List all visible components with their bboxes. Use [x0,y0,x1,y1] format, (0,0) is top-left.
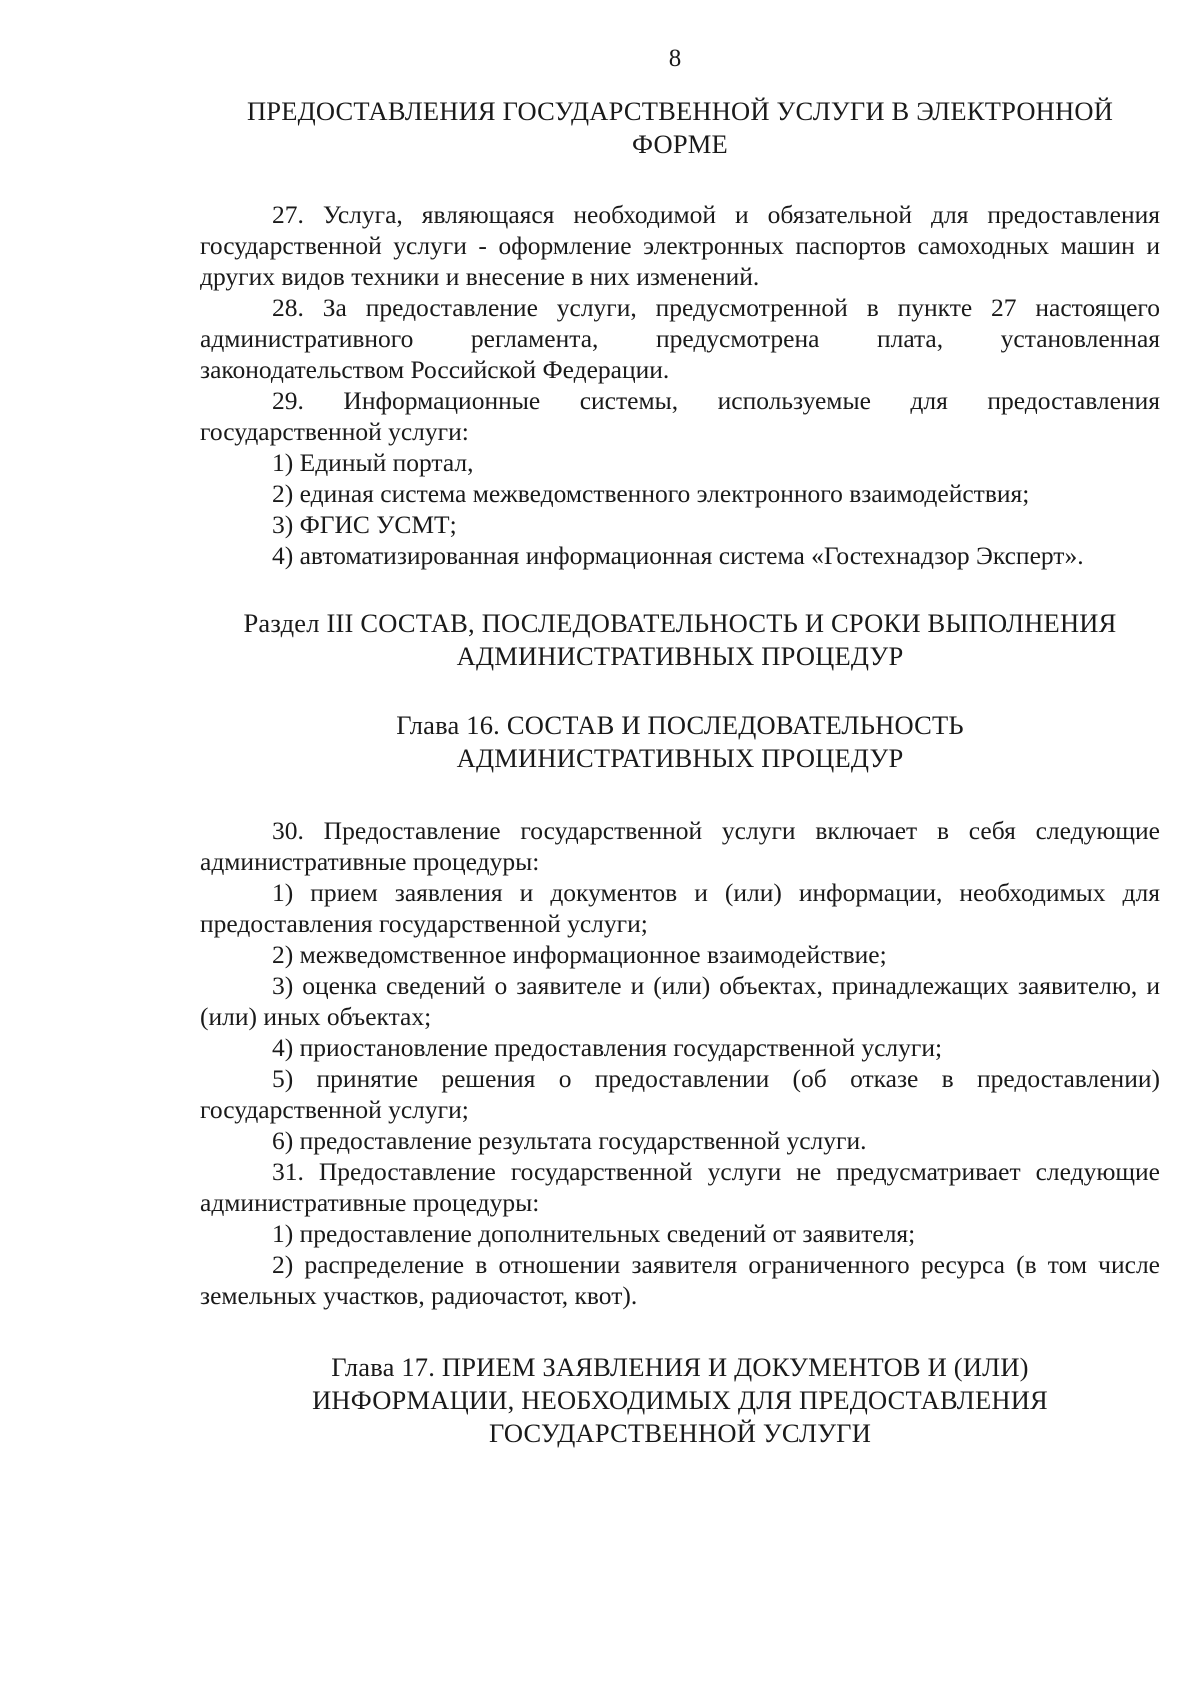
paragraph-30: 30. Предоставление государственной услуги включает в себя следующие административные процедуры: [200,816,1160,876]
list-item: 3) оценка сведений о заявителе и (или) объектах, принадлежащих заявителю, и (или) иных объектах; [200,971,1160,1031]
list-item: 1) Единый портал, [272,448,474,477]
paragraph-27: 27. Услуга, являющаяся необходимой и обязательной для предоставления государственной услуги - оформление электронных паспортов самоходных машин и других видов техники и внесение в них изменений. [200,200,1160,291]
paragraph-31: 31. Предоставление государственной услуги не предусматривает следующие административные процедуры: [200,1157,1160,1217]
heading-chapter-16 [200,709,1160,775]
heading-line: Глава 16. СОСТАВ И ПОСЛЕДОВАТЕЛЬНОСТЬ [396,710,964,740]
list-item: 5) принятие решения о предоставлении (об отказе в предоставлении) государственной услуги; [200,1064,1160,1124]
paragraph-29: 29. Информационные системы, используемые для предоставления государственной услуги: [200,386,1160,446]
list-item: 4) автоматизированная информационная система «Гостехнадзор Эксперт». [272,541,1084,570]
list-item: 2) межведомственное информационное взаимодействие; [272,940,887,969]
heading-line: ФОРМЕ [632,129,728,159]
heading-line: АДМИНИСТРАТИВНЫХ ПРОЦЕДУР [456,743,904,773]
heading-line: Глава 17. ПРИЕМ ЗАЯВЛЕНИЯ И ДОКУМЕНТОВ И (ИЛИ) [331,1352,1029,1382]
page-number: 8 [668,45,682,72]
list-item: 6) предоставление результата государственной услуги. [272,1126,867,1155]
heading-line: ИНФОРМАЦИИ, НЕОБХОДИМЫХ ДЛЯ ПРЕДОСТАВЛЕНИЯ [312,1385,1048,1415]
heading-chapter-17 [200,1351,1160,1450]
paragraph-28: 28. За предоставление услуги, предусмотренной в пункте 27 настоящего административного регламента, предусмотрена плата, установленная законодательством Российской Федерации. [200,293,1160,384]
heading-line: ГОСУДАРСТВЕННОЙ УСЛУГИ [488,1418,872,1448]
heading-electronic-form [200,95,1160,161]
list-item: 3) ФГИС УСМТ; [272,510,457,539]
heading-section-3 [200,607,1160,673]
document-body [200,95,1160,1450]
heading-line: ПРЕДОСТАВЛЕНИЯ ГОСУДАРСТВЕННОЙ УСЛУГИ В ЭЛЕКТРОННОЙ [246,96,1114,126]
heading-line: Раздел III СОСТАВ, ПОСЛЕДОВАТЕЛЬНОСТЬ И СРОКИ ВЫПОЛНЕНИЯ [243,608,1117,638]
heading-line: АДМИНИСТРАТИВНЫХ ПРОЦЕДУР [456,641,904,671]
list-item: 4) приостановление предоставления государственной услуги; [272,1033,943,1062]
list-item: 1) прием заявления и документов и (или) информации, необходимых для предоставления государственной услуги; [200,878,1160,938]
list-item: 2) распределение в отношении заявителя ограниченного ресурса (в том числе земельных участков, радиочастот, квот). [200,1250,1160,1310]
list-item: 2) единая система межведомственного электронного взаимодействия; [272,479,1030,508]
list-item: 1) предоставление дополнительных сведений от заявителя; [272,1219,916,1248]
